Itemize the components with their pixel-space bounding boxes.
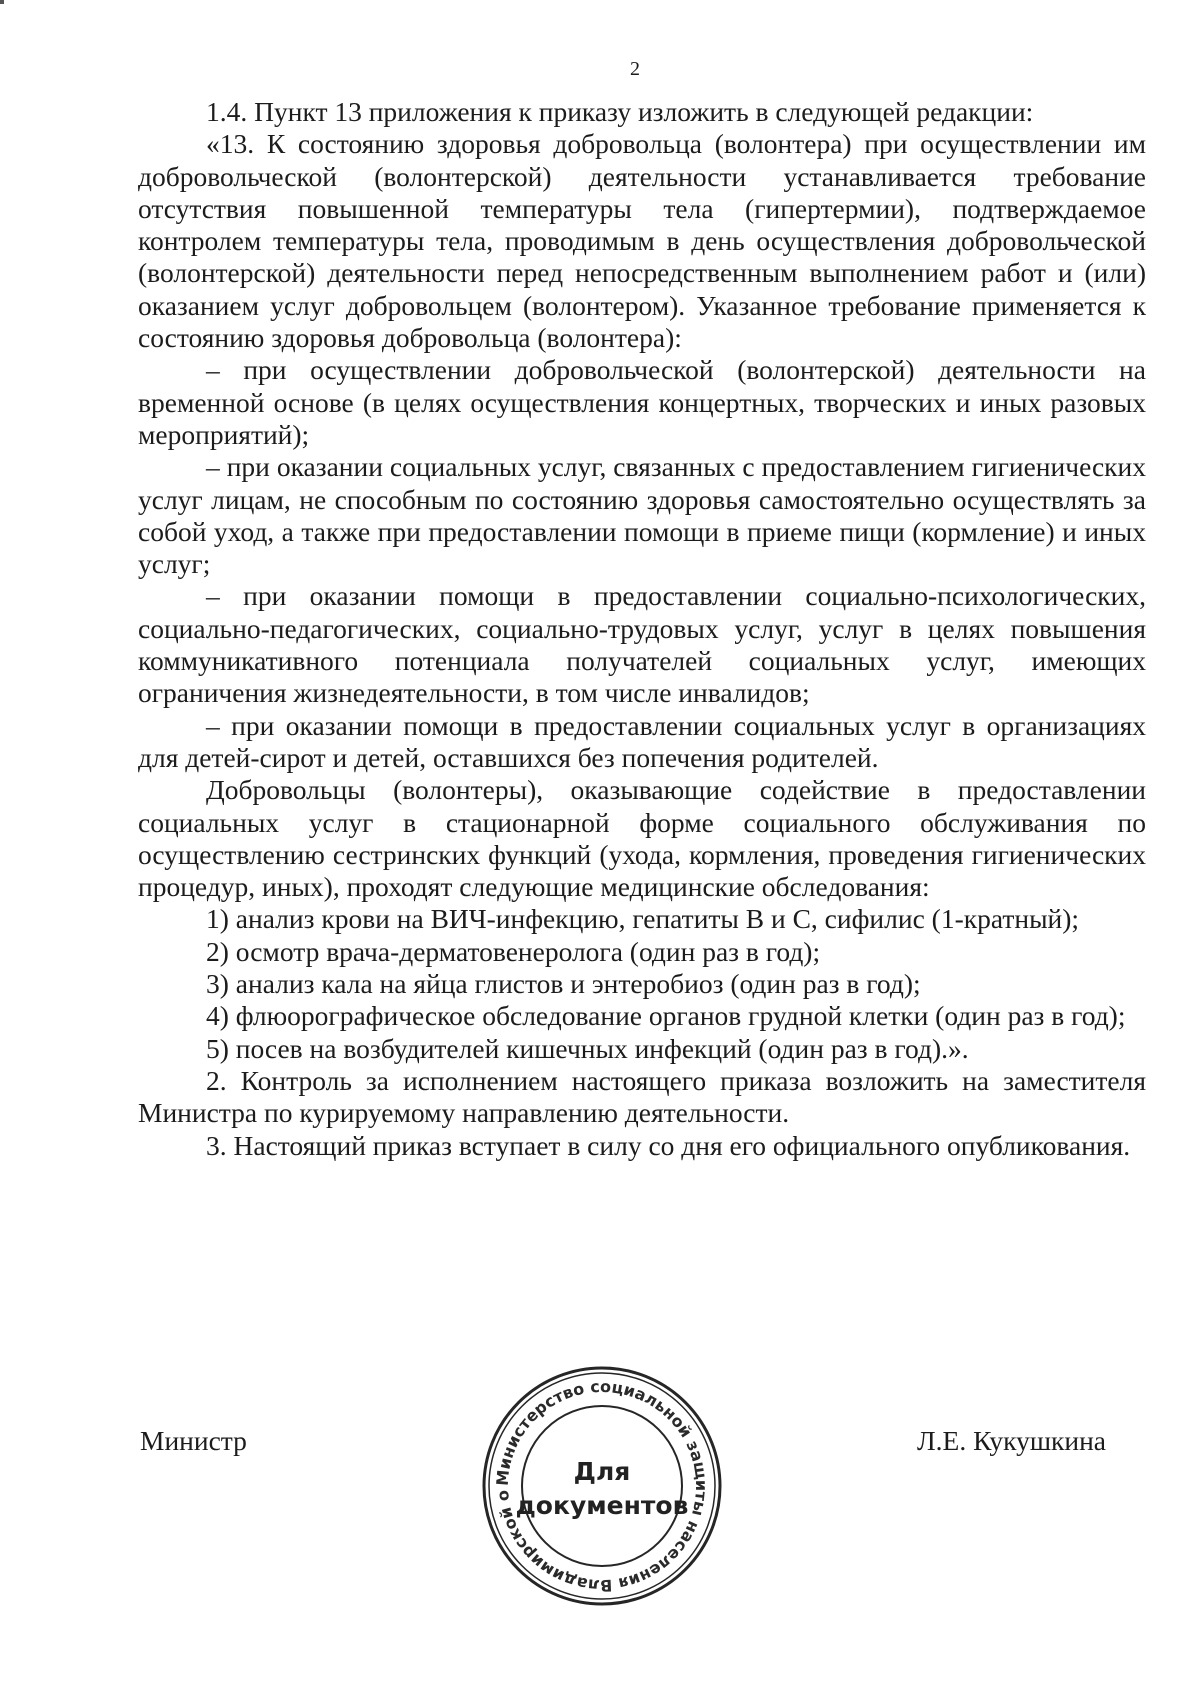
paragraph-effective-clause: 3. Настоящий приказ вступает в силу со дня его официального опубликования. [206, 1129, 1131, 1161]
stamp-seal-graphic [478, 1362, 726, 1610]
stamp-center-line-2: документов [515, 1491, 689, 1520]
paragraph-bullet-hygiene: – при оказании социальных услуг, связанных с предоставлением гигиенических услуг лицам, не способным по состоянию здоровья самостоятельно осуществлять за собой уход, а также при предоставлении помощи в приеме пищи (кормление) и иных услуг; [138, 451, 1146, 580]
stamp-outer-ring [484, 1368, 720, 1604]
exam-list-item-4: 4) флюорографическое обследование органов грудной клетки (один раз в год); [206, 1000, 1126, 1032]
paragraph-bullet-orphans: – при оказании помощи в предоставлении социальных услуг в организациях для детей-сирот и детей, оставшихся без попечения родителей. [138, 709, 1146, 773]
paragraph-item-13: «13. К состоянию здоровья добровольца (волонтера) при осуществлении им добровольческой (волонтерской) деятельности устанавливается требование отсутствия повышенной температуры тела (гипертермии), подтверждаемое контролем температуры тела, проводимым в день осуществления добровольческой (волонтерской) деятельности перед непосредственным выполнением работ и (или) оказанием услуг добровольцем (волонтером). Указанное требование применяется к состоянию здоровья добровольца (волонтера): [138, 128, 1146, 354]
paragraph-control-clause: 2. Контроль за исполнением настоящего приказа возложить на заместителя Министра по курируемому направлению деятельности. [138, 1064, 1146, 1129]
scan-artifact-mark [0, 0, 4, 4]
exam-list-item-3: 3) анализ кала на яйца глистов и энтеробиоз (один раз в год); [206, 968, 921, 1000]
paragraph-bullet-psychological: – при оказании помощи в предоставлении социально-психологических, социально-педагогических, социально-трудовых услуг, услуг в целях повышения коммуникативного потенциала получателей социальных услуг, имеющих ограничения жизнедеятельности, в том числе инвалидов; [138, 580, 1146, 709]
document-body [138, 96, 1146, 1162]
paragraph-item-1-4: 1.4. Пункт 13 приложения к приказу изложить в следующей редакции: [206, 96, 1034, 127]
page-number: 2 [630, 58, 640, 80]
paragraph-bullet-temporary: – при осуществлении добровольческой (волонтерской) деятельности на временной основе (в целях осуществления концертных, творческих и иных разовых мероприятий); [138, 354, 1146, 450]
exam-list-item-2: 2) осмотр врача-дерматовенеролога (один раз в год); [206, 935, 821, 967]
signer-title: Министр [140, 1425, 247, 1456]
stamp-inner-ring [522, 1406, 682, 1566]
stamp-ring-textpath: Министерство социальной защиты населения Владимирской о [492, 1376, 712, 1596]
official-stamp [478, 1362, 726, 1610]
stamp-center-line-1: Для [573, 1457, 631, 1486]
paragraph-volunteers-exams: Добровольцы (волонтеры), оказывающие содействие в предоставлении социальных услуг в стационарной форме социального обслуживания по осуществлению сестринских функций (ухода, кормления, проведения гигиенических процедур, иных), проходят следующие медицинские обследования: [138, 774, 1146, 903]
exam-list-item-5: 5) посев на возбудителей кишечных инфекций (один раз в год).». [206, 1032, 969, 1064]
signer-name: Л.Е. Кукушкина [917, 1425, 1106, 1456]
exam-list-item-1: 1) анализ крови на ВИЧ-инфекцию, гепатиты В и С, сифилис (1-кратный); [206, 903, 1080, 935]
